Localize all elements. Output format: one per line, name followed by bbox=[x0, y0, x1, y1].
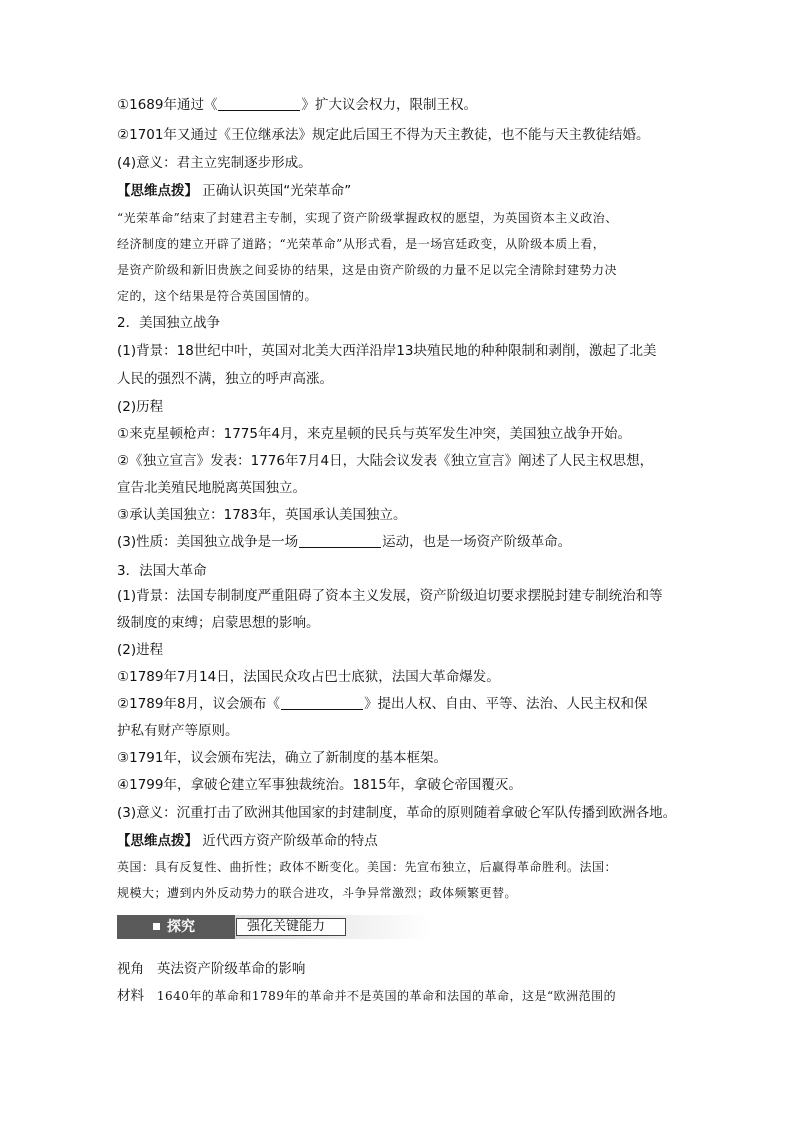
text-line: ①1789年7月14日，法国民众攻占巴士底狱，法国大革命爆发。 bbox=[117, 669, 500, 685]
text-line: (4)意义：君主立宪制逐步形成。 bbox=[117, 155, 312, 171]
banner-title: 探究 bbox=[167, 919, 195, 935]
fill-in-blank bbox=[218, 97, 300, 111]
section-heading: 2．美国独立战争 bbox=[117, 315, 221, 331]
tip-text: 规模大；遭到内外反动势力的联合进攻，斗争异常激烈；政体频繁更替。 bbox=[117, 886, 518, 900]
text-line: 级制度的束缚；启蒙思想的影响。 bbox=[117, 615, 320, 631]
text-line: ②1701年又通过《王位继承法》规定此后国王不得为天主教徒，也不能与天主教徒结婚。 bbox=[117, 127, 650, 143]
section-heading: 3．法国大革命 bbox=[117, 563, 207, 579]
text-line: 材料 1640年的革命和1789年的革命并不是英国的革命和法国的革命，这是“欧洲范围的 bbox=[117, 988, 617, 1004]
tip-text: 英国：具有反复性、曲折性；政体不断变化。美国：先宣布独立，后赢得革命胜利。法国： bbox=[117, 860, 618, 874]
text-line: ①来克星顿枪声：1775年4月，来克星顿的民兵与英军发生冲突，美国独立战争开始。 bbox=[117, 426, 632, 442]
tip-text: 定的，这个结果是符合英国国情的。 bbox=[117, 289, 318, 303]
text-line: (2)进程 bbox=[117, 642, 164, 658]
text-line: 视角 英法资产阶级革命的影响 bbox=[117, 961, 306, 977]
text-line: ②1789年8月，议会颁布《 》提出人权、自由、平等、法治、人民主权和保 bbox=[117, 696, 648, 712]
tip-text: 经济制度的建立开辟了道路；“光荣革命”从形式看，是一场宫廷政变，从阶级本质上看， bbox=[117, 237, 606, 251]
text-line: ②《独立宣言》发表：1776年7月4日，大陆会议发表《独立宣言》阐述了人民主权思想， bbox=[117, 453, 654, 469]
tip-text: 是资产阶级和新旧贵族之间妥协的结果，这是由资产阶级的力量不足以完全清除封建势力决 bbox=[117, 263, 618, 277]
text-line: 人民的强烈不满，独立的呼声高涨。 bbox=[117, 371, 333, 387]
text-line: ③承认美国独立：1783年，英国承认美国独立。 bbox=[117, 507, 407, 523]
fill-in-blank bbox=[299, 534, 381, 548]
section-banner bbox=[117, 915, 432, 939]
banner-subtitle: 强化关键能力 bbox=[247, 919, 326, 934]
text-line: (3)性质：美国独立战争是一场 运动，也是一场资产阶级革命。 bbox=[117, 534, 572, 550]
tip-heading: 【思维点拨】 近代西方资产阶级革命的特点 bbox=[117, 833, 378, 849]
text-line: (1)背景：法国专制制度严重阻碍了资本主义发展，资产阶级迫切要求摆脱封建专制统治和等 bbox=[117, 588, 663, 604]
text-line: ③1791年，议会颁布宪法，确立了新制度的基本框架。 bbox=[117, 750, 447, 766]
tip-text: “光荣革命”结束了封建君主专制，实现了资产阶级掌握政权的愿望，为英国资本主义政治、 bbox=[117, 211, 618, 225]
text-line: (1)背景：18世纪中叶，英国对北美大西洋沿岸13块殖民地的种种限制和剥削，激起了北美 bbox=[117, 343, 657, 359]
text-line: (2)历程 bbox=[117, 399, 164, 415]
text-line: (3)意义：沉重打击了欧洲其他国家的封建制度，革命的原则随着拿破仑军队传播到欧洲各地。 bbox=[117, 805, 677, 821]
text-line: ①1689年通过《 》扩大议会权力，限制王权。 bbox=[117, 97, 477, 113]
square-bullet-icon bbox=[153, 923, 160, 930]
text-line: 宣告北美殖民地脱离英国独立。 bbox=[117, 480, 306, 496]
text-line: ④1799年，拿破仑建立军事独裁统治。1815年，拿破仑帝国覆灭。 bbox=[117, 777, 522, 793]
tip-heading: 【思维点拨】 正确认识英国“光荣革命” bbox=[117, 183, 352, 199]
fill-in-blank bbox=[281, 696, 363, 710]
text-line: 护私有财产等原则。 bbox=[117, 723, 239, 739]
